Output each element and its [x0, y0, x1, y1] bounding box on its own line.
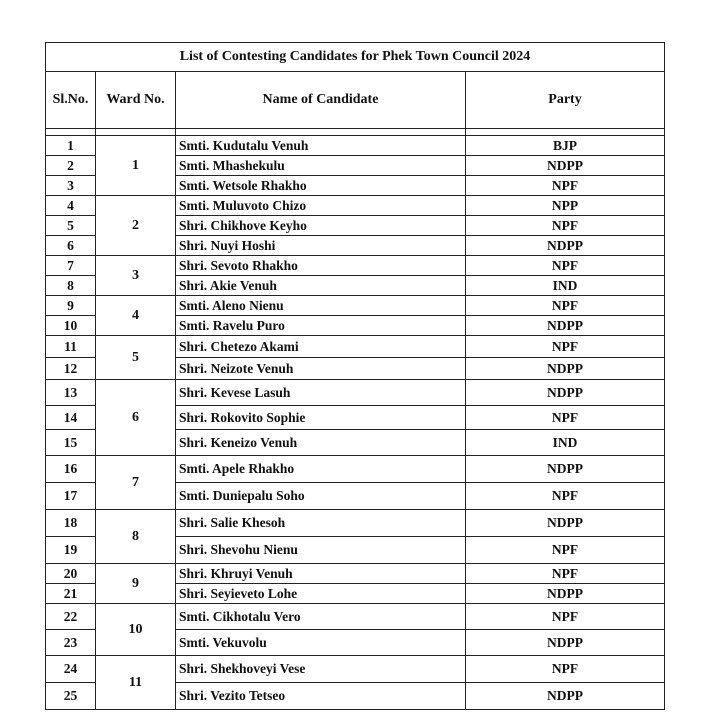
candidate-name: Shri. Vezito Tetseo [176, 683, 466, 710]
serial-number: 4 [46, 196, 96, 216]
candidate-party: NPF [466, 296, 665, 316]
candidate-party: NPF [466, 537, 665, 564]
candidate-party: NDPP [466, 358, 665, 380]
serial-number: 23 [46, 630, 96, 656]
candidate-name: Smti. Vekuvolu [176, 630, 466, 656]
candidate-name: Smti. Apele Rhakho [176, 456, 466, 483]
candidate-party: NPP [466, 196, 665, 216]
serial-number: 16 [46, 456, 96, 483]
ward-number: 5 [96, 336, 176, 380]
candidate-name: Smti. Muluvoto Chizo [176, 196, 466, 216]
candidate-name: Shri. Kevese Lasuh [176, 380, 466, 406]
candidate-row [46, 296, 665, 316]
serial-number: 5 [46, 216, 96, 236]
candidate-party: NDPP [466, 584, 665, 604]
candidate-name: Shri. Neizote Venuh [176, 358, 466, 380]
candidate-name: Shri. Akie Venuh [176, 276, 466, 296]
serial-number: 1 [46, 136, 96, 156]
candidate-name: Smti. Kudutalu Venuh [176, 136, 466, 156]
ward-number: 9 [96, 564, 176, 604]
candidate-name: Shri. Nuyi Hoshi [176, 236, 466, 256]
serial-number: 10 [46, 316, 96, 336]
candidate-name: Shri. Keneizo Venuh [176, 430, 466, 456]
candidate-party: NPF [466, 564, 665, 584]
serial-number: 15 [46, 430, 96, 456]
serial-number: 21 [46, 584, 96, 604]
ward-number: 3 [96, 256, 176, 296]
candidate-party: NPF [466, 604, 665, 630]
candidate-name: Shri. Khruyi Venuh [176, 564, 466, 584]
candidate-row [46, 196, 665, 216]
candidate-row [46, 604, 665, 630]
candidate-party: NPF [466, 256, 665, 276]
candidate-name: Shri. Rokovito Sophie [176, 406, 466, 430]
candidate-party: NDPP [466, 380, 665, 406]
serial-number: 20 [46, 564, 96, 584]
ward-number: 6 [96, 380, 176, 456]
candidate-party: NDPP [466, 156, 665, 176]
candidate-party: NDPP [466, 630, 665, 656]
serial-number: 13 [46, 380, 96, 406]
candidate-party: NPF [466, 656, 665, 683]
serial-number: 24 [46, 656, 96, 683]
serial-number: 7 [46, 256, 96, 276]
candidate-party: NDPP [466, 316, 665, 336]
candidate-party: NDPP [466, 510, 665, 537]
serial-number: 2 [46, 156, 96, 176]
candidate-name: Shri. Chikhove Keyho [176, 216, 466, 236]
candidate-party: IND [466, 276, 665, 296]
candidate-party: NPF [466, 216, 665, 236]
candidate-list-sheet [45, 42, 664, 710]
serial-number: 9 [46, 296, 96, 316]
candidate-party: NPF [466, 483, 665, 510]
candidate-name: Smti. Mhashekulu [176, 156, 466, 176]
serial-number: 18 [46, 510, 96, 537]
candidate-row [46, 336, 665, 358]
candidate-row [46, 380, 665, 406]
serial-number: 25 [46, 683, 96, 710]
candidates-table [45, 42, 665, 710]
candidate-name: Shri. Shekhoveyi Vese [176, 656, 466, 683]
serial-number: 12 [46, 358, 96, 380]
candidate-party: NDPP [466, 456, 665, 483]
candidate-name: Smti. Wetsole Rhakho [176, 176, 466, 196]
candidate-name: Shri. Salie Khesoh [176, 510, 466, 537]
candidate-party: BJP [466, 136, 665, 156]
ward-number: 4 [96, 296, 176, 336]
candidate-row [46, 256, 665, 276]
candidate-row [46, 456, 665, 483]
ward-number: 7 [96, 456, 176, 510]
ward-number: 11 [96, 656, 176, 710]
column-header-ward: Ward No. [96, 72, 176, 129]
header-row [46, 72, 665, 129]
candidate-name: Shri. Sevoto Rhakho [176, 256, 466, 276]
candidate-row [46, 564, 665, 584]
candidate-row [46, 510, 665, 537]
candidate-name: Shri. Seyieveto Lohe [176, 584, 466, 604]
candidate-name: Shri. Shevohu Nienu [176, 537, 466, 564]
candidate-rows [46, 136, 665, 710]
serial-number: 6 [46, 236, 96, 256]
header-spacer-row [46, 129, 665, 136]
serial-number: 22 [46, 604, 96, 630]
candidate-name: Smti. Duniepalu Soho [176, 483, 466, 510]
column-header-party: Party [466, 72, 665, 129]
candidate-party: NPF [466, 336, 665, 358]
candidate-name: Smti. Aleno Nienu [176, 296, 466, 316]
candidate-row [46, 136, 665, 156]
ward-number: 2 [96, 196, 176, 256]
candidate-name: Smti. Cikhotalu Vero [176, 604, 466, 630]
candidate-party: NPF [466, 176, 665, 196]
ward-number: 8 [96, 510, 176, 564]
table-title: List of Contesting Candidates for Phek Town Council 2024 [46, 43, 665, 72]
serial-number: 8 [46, 276, 96, 296]
serial-number: 11 [46, 336, 96, 358]
column-header-name: Name of Candidate [176, 72, 466, 129]
candidate-party: NDPP [466, 236, 665, 256]
ward-number: 1 [96, 136, 176, 196]
candidate-party: NDPP [466, 683, 665, 710]
serial-number: 19 [46, 537, 96, 564]
candidate-row [46, 656, 665, 683]
candidate-name: Shri. Chetezo Akami [176, 336, 466, 358]
candidate-party: NPF [466, 406, 665, 430]
ward-number: 10 [96, 604, 176, 656]
candidate-party: IND [466, 430, 665, 456]
serial-number: 14 [46, 406, 96, 430]
serial-number: 17 [46, 483, 96, 510]
candidate-name: Smti. Ravelu Puro [176, 316, 466, 336]
serial-number: 3 [46, 176, 96, 196]
column-header-sl: Sl.No. [46, 72, 96, 129]
